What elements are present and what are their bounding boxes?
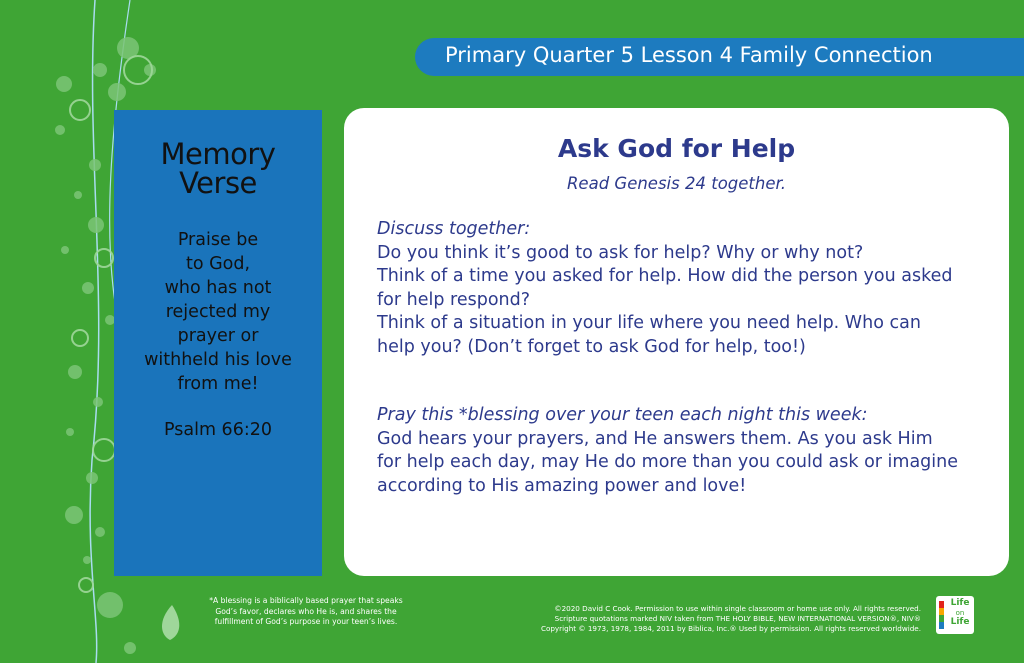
footnote-line: God’s favor, declares who He is, and shares the — [215, 606, 397, 616]
verse-line: Praise be — [177, 230, 259, 250]
footnote-line: *A blessing is a biblically based prayer that speaks — [209, 596, 403, 605]
copyright-notice — [455, 604, 921, 634]
memory-verse-title-line: Verse — [179, 166, 257, 200]
logo-line: on — [955, 608, 965, 617]
discuss-section — [377, 218, 997, 360]
verse-line: withheld his love — [144, 350, 292, 370]
copyright-line: Copyright © 1973, 1978, 1984, 2011 by Biblica, Inc.® Used by permission. All rights reserved worldwide. — [540, 624, 921, 633]
verse-line: prayer or — [177, 326, 259, 346]
copyright-line: ©2020 David C Cook. Permission to use within single classroom or home use only. All rights reserved. — [554, 604, 921, 613]
discuss-heading: Discuss together: — [377, 219, 531, 239]
verse-line: rejected my — [165, 302, 271, 322]
lesson-subtitle: Read Genesis 24 together. — [566, 174, 787, 193]
discuss-line: help you? (Don’t forget to ask God for help, too!) — [377, 336, 806, 357]
footnote-line: fulfillment of God’s purpose in your teen’s lives. — [214, 617, 398, 626]
life-on-life-logo — [936, 596, 974, 634]
memory-verse-text — [114, 228, 322, 396]
pray-line: for help each day, may He do more than you could ask or imagine — [377, 452, 959, 473]
verse-line: from me! — [177, 374, 259, 394]
logo-line: Life — [950, 617, 970, 627]
logo-line: Life — [950, 598, 970, 608]
copyright-line: Scripture quotations marked NIV taken from THE HOLY BIBLE, NEW INTERNATIONAL VERSION®, NIV® — [554, 614, 921, 623]
logo-text — [946, 599, 974, 628]
lesson-card — [344, 108, 1009, 576]
discuss-line: for help respond? — [377, 289, 531, 310]
lesson-title: Ask God for Help — [557, 134, 796, 163]
discuss-line: Think of a situation in your life where you need help. Who can — [377, 313, 921, 334]
memory-verse-title — [114, 137, 322, 200]
pray-section — [377, 404, 997, 498]
blessing-footnote — [195, 596, 417, 628]
memory-verse-title-line: Memory — [160, 137, 276, 171]
discuss-line: Do you think it’s good to ask for help? Why or why not? — [377, 242, 864, 263]
verse-line: who has not — [164, 278, 272, 298]
verse-line: to God, — [185, 254, 251, 274]
discuss-line: Think of a time you asked for help. How did the person you asked — [377, 266, 953, 287]
logo-stripes-icon — [939, 601, 944, 629]
memory-verse-panel — [114, 110, 322, 576]
pray-heading: Pray this *blessing over your teen each night this week: — [377, 405, 868, 425]
pray-line: according to His amazing power and love! — [377, 475, 747, 496]
page-title: Primary Quarter 5 Lesson 4 Family Connection — [445, 43, 933, 67]
pray-line: God hears your prayers, and He answers them. As you ask Him — [377, 428, 933, 449]
verse-reference: Psalm 66:20 — [164, 420, 272, 440]
